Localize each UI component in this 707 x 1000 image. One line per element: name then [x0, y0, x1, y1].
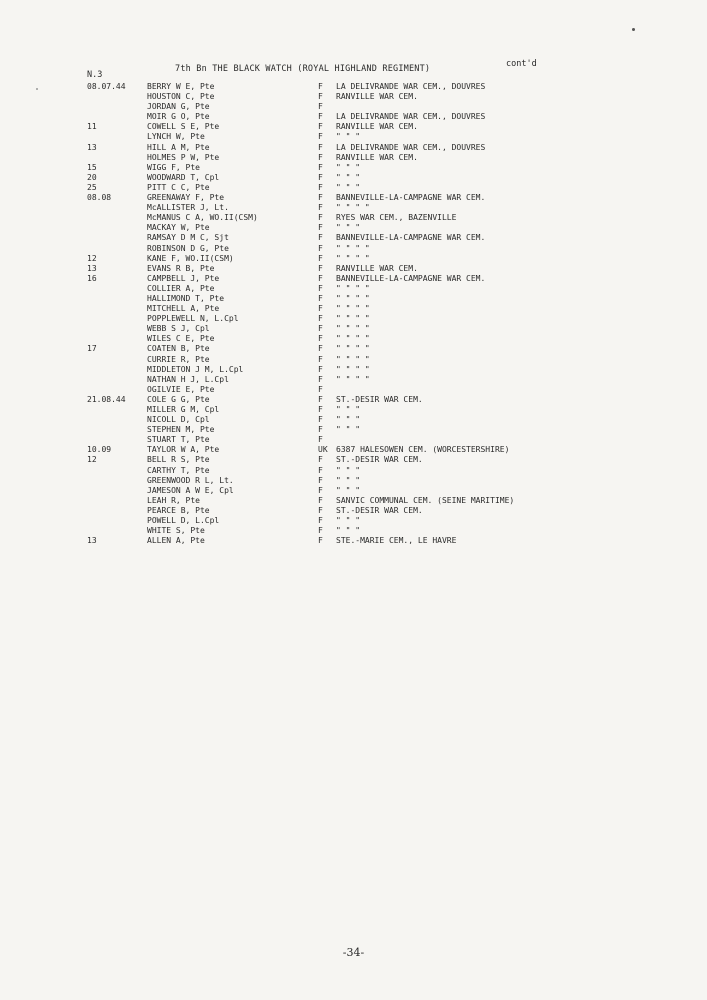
list-item [0, 173, 707, 183]
cemetery-name: " " " " [336, 364, 370, 374]
cemetery-name: BANNEVILLE-LA-CAMPAGNE WAR CEM. [336, 193, 486, 203]
cemetery-name: RYES WAR CEM., BAZENVILLE [336, 213, 457, 223]
death-date: 16 [87, 273, 97, 283]
cemetery-name: BANNEVILLE-LA-CAMPAGNE WAR CEM. [336, 273, 486, 283]
casualty-name: GREENWOOD R L, Lt. [147, 475, 234, 485]
list-item [0, 536, 707, 546]
cemetery-name: 6387 HALESOWEN CEM. (WORCESTERSHIRE) [336, 445, 510, 455]
casualty-name: COLLIER A, Pte [147, 283, 215, 293]
cemetery-name: LA DELIVRANDE WAR CEM., DOUVRES [336, 82, 486, 91]
cemetery-name: " " " [336, 172, 361, 182]
death-date: 08.08 [87, 193, 112, 203]
cemetery-name: STE.-MARIE CEM., LE HAVRE [336, 536, 457, 546]
death-date: 13 [87, 142, 97, 152]
country-code: F [318, 112, 323, 122]
list-item [0, 455, 707, 465]
list-item [0, 486, 707, 496]
list-item [0, 375, 707, 385]
list-item [0, 516, 707, 526]
list-item [0, 132, 707, 142]
cemetery-name: BANNEVILLE-LA-CAMPAGNE WAR CEM. [336, 233, 486, 243]
casualty-name: McMANUS C A, WO.II(CSM) [147, 213, 258, 223]
country-code: F [318, 505, 323, 515]
casualty-name: BERRY W E, Pte [147, 82, 215, 91]
country-code: F [318, 425, 323, 435]
cemetery-name: " " " " [336, 344, 370, 354]
casualty-name: RAMSAY D M C, Sjt [147, 233, 229, 243]
casualty-name: CARTHY T, Pte [147, 465, 210, 475]
cemetery-name: " " " " [336, 283, 370, 293]
country-code: F [318, 162, 323, 172]
cemetery-name: " " " [336, 132, 361, 142]
list-item [0, 435, 707, 445]
cemetery-name: " " " [336, 223, 361, 233]
list-item [0, 213, 707, 223]
cemetery-name: RANVILLE WAR CEM. [336, 263, 418, 273]
casualty-name: WOODWARD T, Cpl [147, 172, 220, 182]
country-code: F [318, 384, 323, 394]
list-item [0, 82, 707, 92]
death-date: 17 [87, 344, 97, 354]
cemetery-name: " " " " [336, 334, 370, 344]
list-item [0, 526, 707, 536]
death-date: 11 [87, 122, 97, 132]
country-code: F [318, 415, 323, 425]
list-item [0, 355, 707, 365]
cemetery-name: LA DELIVRANDE WAR CEM., DOUVRES [336, 112, 486, 122]
casualty-list [0, 82, 707, 546]
list-item [0, 385, 707, 395]
casualty-name: MOIR G O, Pte [147, 112, 210, 122]
cemetery-name: RANVILLE WAR CEM. [336, 92, 418, 102]
list-item [0, 395, 707, 405]
casualty-name: COWELL S E, Pte [147, 122, 220, 132]
cemetery-name: ST.-DESIR WAR CEM. [336, 455, 423, 465]
death-date: 13 [87, 536, 97, 546]
list-item [0, 223, 707, 233]
cemetery-name: " " " [336, 405, 361, 414]
casualty-name: COLE G G, Pte [147, 394, 210, 404]
casualty-name: JORDAN G, Pte [147, 102, 210, 112]
casualty-name: HOUSTON C, Pte [147, 92, 215, 102]
country-code: F [318, 334, 323, 344]
scan-speck [632, 28, 635, 31]
list-item [0, 102, 707, 112]
country-code: F [318, 182, 323, 192]
casualty-name: MIDDLETON J M, L.Cpl [147, 364, 244, 374]
casualty-name: CURRIE R, Pte [147, 354, 210, 364]
country-code: F [318, 263, 323, 273]
casualty-name: HILL A M, Pte [147, 142, 210, 152]
country-code: F [318, 536, 323, 546]
cemetery-name: " " " " [336, 253, 370, 263]
country-code: F [318, 364, 323, 374]
country-code: F [318, 172, 323, 182]
continued-label: cont'd [506, 59, 537, 69]
casualty-name: POPPLEWELL N, L.Cpl [147, 314, 239, 324]
list-item [0, 324, 707, 334]
casualty-name: CAMPBELL J, Pte [147, 273, 220, 283]
country-code: F [318, 82, 323, 91]
cemetery-name: " " " [336, 516, 361, 526]
casualty-name: EVANS R B, Pte [147, 263, 215, 273]
country-code: F [318, 354, 323, 364]
death-date: 13 [87, 263, 97, 273]
list-item [0, 153, 707, 163]
list-item [0, 264, 707, 274]
cemetery-name: " " " " [336, 304, 370, 314]
death-date: 08.07.44 [87, 82, 126, 91]
casualty-name: ROBINSON D G, Pte [147, 243, 229, 253]
cemetery-name: RANVILLE WAR CEM. [336, 122, 418, 132]
cemetery-name: RANVILLE WAR CEM. [336, 152, 418, 162]
list-item [0, 233, 707, 243]
casualty-name: ALLEN A, Pte [147, 536, 205, 546]
list-item [0, 294, 707, 304]
country-code: F [318, 526, 323, 536]
cemetery-name: " " " [336, 475, 361, 485]
casualty-name: JAMESON A W E, Cpl [147, 485, 234, 495]
country-code: F [318, 344, 323, 354]
cemetery-name: " " " [336, 526, 361, 536]
list-item [0, 496, 707, 506]
cemetery-name: " " " [336, 162, 361, 172]
death-date: 20 [87, 172, 97, 182]
country-code: UK [318, 445, 328, 455]
list-item [0, 163, 707, 173]
casualty-name: WILES C E, Pte [147, 334, 215, 344]
country-code: F [318, 142, 323, 152]
list-item [0, 506, 707, 516]
country-code: F [318, 293, 323, 303]
country-code: F [318, 314, 323, 324]
cemetery-name: " " " [336, 425, 361, 435]
casualty-name: LEAH R, Pte [147, 495, 200, 505]
reference-number: N.3 [87, 70, 103, 80]
country-code: F [318, 233, 323, 243]
list-item [0, 284, 707, 294]
country-code: F [318, 516, 323, 526]
list-item [0, 112, 707, 122]
cemetery-name: " " " " [336, 324, 370, 334]
list-item [0, 365, 707, 375]
casualty-name: BELL R S, Pte [147, 455, 210, 465]
list-item [0, 183, 707, 193]
casualty-name: PITT C C, Pte [147, 182, 210, 192]
cemetery-name: " " " [336, 465, 361, 475]
casualty-name: STUART T, Pte [147, 435, 210, 445]
list-item [0, 314, 707, 324]
cemetery-name: " " " " [336, 243, 370, 253]
list-item [0, 304, 707, 314]
casualty-name: LYNCH W, Pte [147, 132, 205, 142]
country-code: F [318, 465, 323, 475]
casualty-name: MACKAY W, Pte [147, 223, 210, 233]
casualty-name: HALLIMOND T, Pte [147, 293, 225, 303]
unit-title: 7th Bn THE BLACK WATCH (ROYAL HIGHLAND REGIMENT) [175, 64, 431, 74]
casualty-name: NICOLL D, Cpl [147, 415, 210, 425]
country-code: F [318, 203, 323, 213]
country-code: F [318, 273, 323, 283]
death-date: 21.08.44 [87, 394, 126, 404]
casualty-name: MITCHELL A, Pte [147, 304, 220, 314]
list-item [0, 122, 707, 132]
list-item [0, 244, 707, 254]
page-number: -34- [342, 946, 365, 959]
list-item [0, 254, 707, 264]
casualty-name: WIGG F, Pte [147, 162, 200, 172]
country-code: F [318, 304, 323, 314]
casualty-name: POWELL D, L.Cpl [147, 516, 220, 526]
casualty-name: WEBB S J, Cpl [147, 324, 210, 334]
death-date: 25 [87, 182, 97, 192]
death-date: 12 [87, 253, 97, 263]
cemetery-name: " " " " [336, 354, 370, 364]
cemetery-name: " " " [336, 415, 361, 425]
casualty-name: MILLER G M, Cpl [147, 405, 220, 414]
casualty-name: COATEN B, Pte [147, 344, 210, 354]
cemetery-name: LA DELIVRANDE WAR CEM., DOUVRES [336, 142, 486, 152]
country-code: F [318, 455, 323, 465]
cemetery-name: " " " [336, 182, 361, 192]
country-code: F [318, 193, 323, 203]
casualty-name: KANE F, WO.II(CSM) [147, 253, 234, 263]
death-date: 10.09 [87, 445, 112, 455]
country-code: F [318, 132, 323, 142]
casualty-name: PEARCE B, Pte [147, 505, 210, 515]
list-item [0, 415, 707, 425]
country-code: F [318, 405, 323, 414]
list-item [0, 405, 707, 415]
list-item [0, 445, 707, 455]
cemetery-name: " " " " [336, 293, 370, 303]
country-code: F [318, 122, 323, 132]
country-code: F [318, 475, 323, 485]
death-date: 15 [87, 162, 97, 172]
casualty-name: NATHAN H J, L.Cpl [147, 374, 229, 384]
list-item [0, 203, 707, 213]
casualty-name: STEPHEN M, Pte [147, 425, 215, 435]
casualty-name: WHITE S, Pte [147, 526, 205, 536]
cemetery-name: SANVIC COMMUNAL CEM. (SEINE MARITIME) [336, 495, 515, 505]
casualty-name: HOLMES P W, Pte [147, 152, 220, 162]
cemetery-name: " " " [336, 485, 361, 495]
country-code: F [318, 485, 323, 495]
country-code: F [318, 102, 323, 112]
country-code: F [318, 213, 323, 223]
cemetery-name: " " " " [336, 374, 370, 384]
list-item [0, 92, 707, 102]
casualty-name: TAYLOR W A, Pte [147, 445, 220, 455]
list-item [0, 344, 707, 354]
country-code: F [318, 435, 323, 445]
country-code: F [318, 283, 323, 293]
country-code: F [318, 324, 323, 334]
country-code: F [318, 92, 323, 102]
list-item [0, 274, 707, 284]
list-item [0, 334, 707, 344]
country-code: F [318, 243, 323, 253]
list-item [0, 476, 707, 486]
country-code: F [318, 253, 323, 263]
list-item [0, 425, 707, 435]
casualty-name: OGILVIE E, Pte [147, 384, 215, 394]
country-code: F [318, 495, 323, 505]
list-item [0, 466, 707, 476]
country-code: F [318, 394, 323, 404]
list-item [0, 143, 707, 153]
cemetery-name: " " " " [336, 314, 370, 324]
country-code: F [318, 374, 323, 384]
cemetery-name: ST.-DESIR WAR CEM. [336, 505, 423, 515]
casualty-name: McALLISTER J, Lt. [147, 203, 229, 213]
cemetery-name: ST.-DESIR WAR CEM. [336, 394, 423, 404]
cemetery-name: " " " " [336, 203, 370, 213]
country-code: F [318, 152, 323, 162]
death-date: 12 [87, 455, 97, 465]
list-item [0, 193, 707, 203]
casualty-name: GREENAWAY F, Pte [147, 193, 225, 203]
country-code: F [318, 223, 323, 233]
